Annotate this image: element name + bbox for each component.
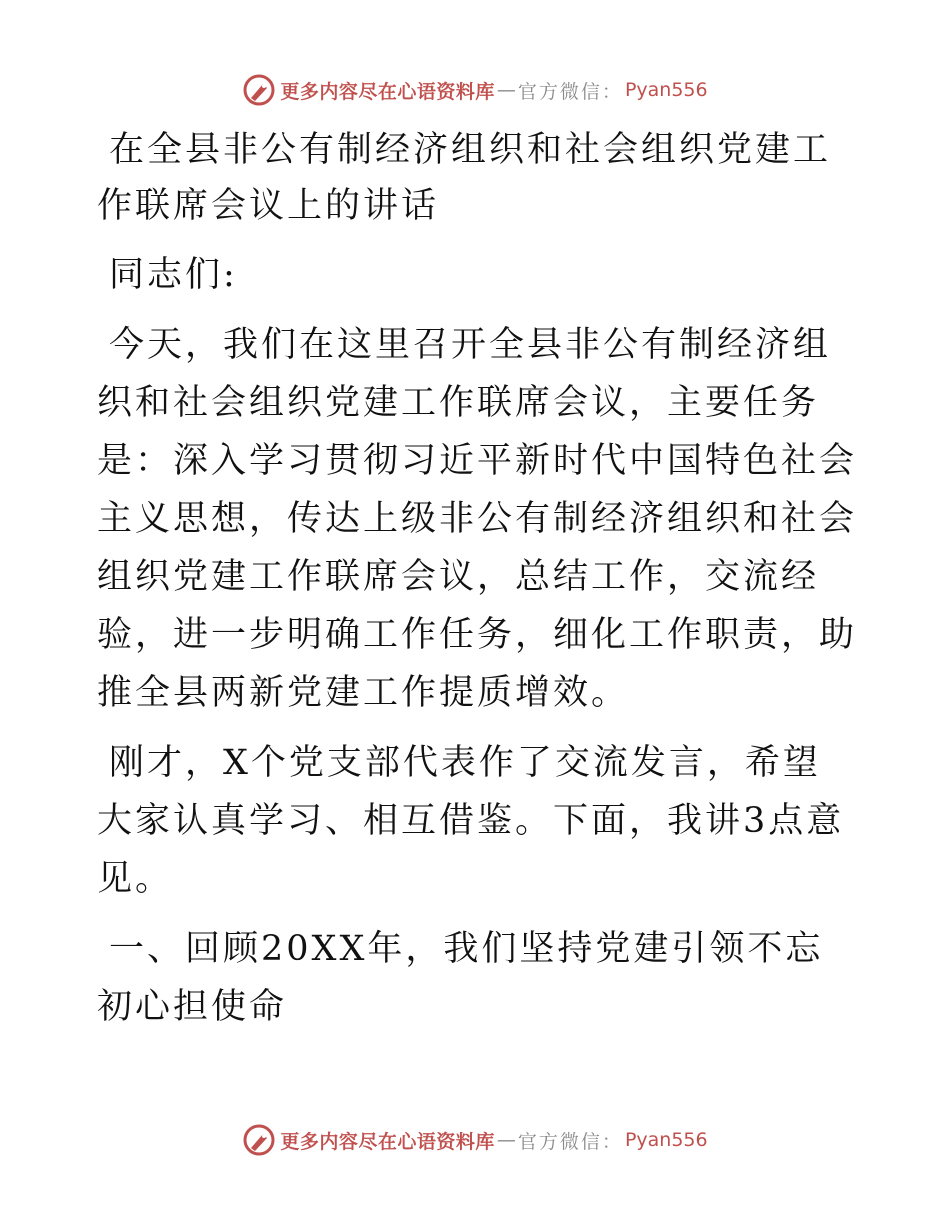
paragraph-outline: 刚才，X个党支部代表作了交流发言，希望大家认真学习、相互借鉴。下面，我讲3点意见。 xyxy=(97,743,845,899)
banner-dash: — xyxy=(496,1129,516,1151)
pen-nib-logo-icon xyxy=(242,73,276,107)
salutation: 同志们: xyxy=(109,255,238,295)
document-title: 在全县非公有制经济组织和社会组织党建工作联席会议上的讲话 xyxy=(97,130,832,226)
section-heading-1: 一、回顾20XX年，我们坚持党建引领不忘初心担使命 xyxy=(97,929,824,1027)
banner-main-text: 更多内容尽在心语资料库 xyxy=(280,80,495,103)
banner-dash: — xyxy=(496,79,516,101)
footer-watermark-banner xyxy=(0,1120,950,1160)
banner-main-text: 更多内容尽在心语资料库 xyxy=(280,1130,495,1153)
banner-wechat-id: Pyan556 xyxy=(624,79,708,101)
banner-wechat-id: Pyan556 xyxy=(624,1129,708,1151)
banner-wechat-label: 官方微信： xyxy=(517,1130,623,1153)
header-watermark-banner xyxy=(0,70,950,110)
pen-nib-logo-icon xyxy=(242,1123,276,1157)
document-body xyxy=(97,122,857,1036)
banner-wechat-label: 官方微信： xyxy=(517,80,623,103)
paragraph-intro: 今天，我们在这里召开全县非公有制经济组织和社会组织党建工作联席会议，主要任务是：深入学习贯彻习近平新时代中国特色社会主义思想，传达上级非公有制经济组织和社会组织党建工作联席会议，总结工作，交流经验，进一步明确工作任务，细化工作职责，助推全县两新党建工作提质增效。 xyxy=(97,325,858,713)
